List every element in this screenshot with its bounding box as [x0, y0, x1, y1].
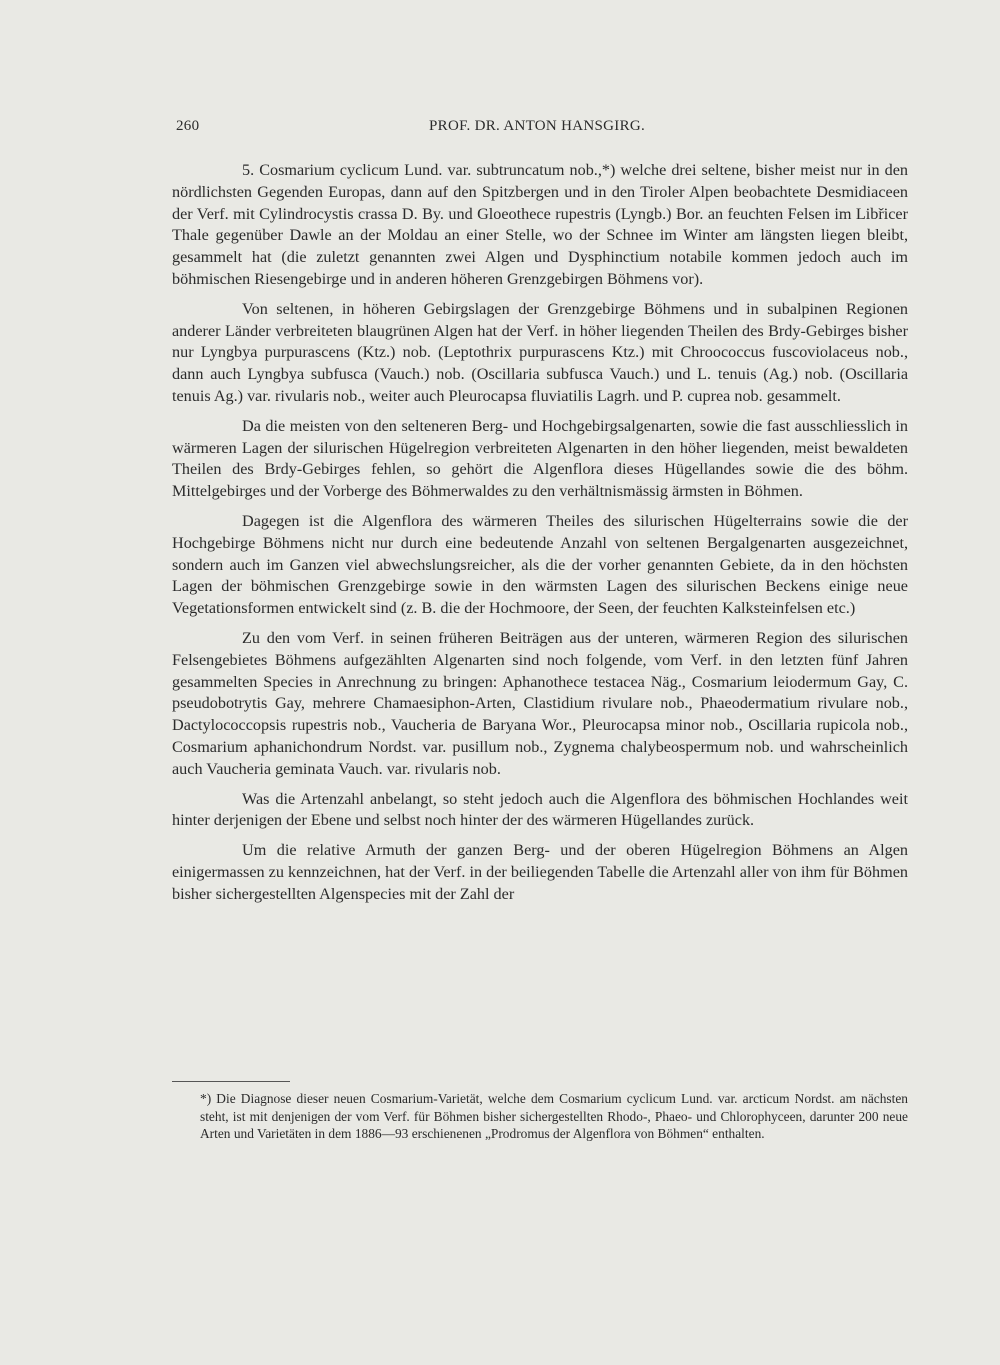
paragraph: Dagegen ist die Algenflora des wärmeren Theiles des silurischen Hügelterrains sowie die der Hochgebirge Böhmens nicht nur durch eine bedeutende Anzahl von seltenen Bergalgenarten ausgezeichnet, sondern auch im Ganzen viel abwechslungsreicher, als die der vorher genannten Gebiete, da in den höchsten Lagen der böhmischen Grenzgebirge sowie in den wärmsten Lagen des silurischen Beckens einige neue Vegetationsformen entwickelt sind (z. B. die der Hochmoore, der Seen, der feuchten Kalksteinfelsen etc.): [172, 511, 908, 618]
page-header: [176, 118, 900, 142]
paragraph: Zu den vom Verf. in seinen früheren Beiträgen aus der unteren, wärmeren Region des silurischen Felsengebietes Böhmens aufgezählten Algenarten sind noch folgende, vom Verf. in den letzten fünf Jahren gesammelten Species in Anrechnung zu bringen: Aphanothece testacea Näg., Cosmarium leiodermum Gay, C. pseudobotrytis Gay, mehrere Chamaesiphon-Arten, Clastidium rivulare nob., Phaeodermatium rivulare nob., Dactylococcopsis rupestris nob., Vaucheria de Baryana Wor., Pleurocapsa minor nob., Oscillaria rupicola nob., Cosmarium aphanichondrum Nordst. var. pusillum nob., Zygnema chalybeospermum nob. und wahrscheinlich auch Vaucheria geminata Vauch. var. rivularis nob.: [172, 628, 908, 778]
running-title: PROF. DR. ANTON HANSGIRG.: [429, 118, 646, 134]
paragraph: Von seltenen, in höheren Gebirgslagen der Grenzgebirge Böhmens und in subalpinen Regionen anderer Länder verbreiteten blaugrünen Algen hat der Verf. in höher liegenden Theilen des Brdy-Gebirges bisher nur Lyngbya purpurascens (Ktz.) nob. (Leptothrix purpurascens Ktz.) mit Chroococcus fuscoviolaceus nob., dann auch Lyngbya subfusca (Vauch.) nob. (Oscillaria subfusca Vauch.) und L. tenuis (Ag.) nob. (Oscillaria tenuis Ag.) var. rivularis nob., weiter auch Pleurocapsa fluviatilis Lagrh. und P. cuprea nob. gesammelt.: [172, 299, 908, 405]
page-number: 260: [176, 118, 200, 134]
footnote-divider: [172, 1081, 290, 1082]
paragraph: 5. Cosmarium cyclicum Lund. var. subtruncatum nob.,*) welche drei seltene, bisher meist nur in den nördlichsten Gegenden Europas, dann auf den Spitzbergen und in den Tiroler Alpen beobachtete Desmidiaceen der Verf. mit Cylindrocystis crassa D. By. und Gloeothece rupestris (Lyngb.) Bor. an feuchten Felsen im Libřicer Thale gegenüber Dawle an der Moldau an einer Stelle, wo der Schnee im Winter am längsten liegen bleibt, gesammelt hat (die zuletzt genannten zwei Algen und Dysphinctium notabile kommen jedoch auch im böhmischen Riesengebirge und in anderen höheren Grenzgebirgen Böhmens vor).: [172, 161, 908, 288]
footnote: *) Die Diagnose dieser neuen Cosmarium-Varietät, welche dem Cosmarium cyclicum Lund. var. arcticum Nordst. am nächsten steht, ist mit denjenigen der vom Verf. für Böhmen bisher sichergestellten Rhodo-, Phaeo- und Chlorophyceen, darunter 200 neue Arten und Varietäten in dem 1886—93 erschienenen „Prodromus der Algenflora von Böhmen“ enthalten.: [200, 1091, 908, 1142]
paragraph: Was die Artenzahl anbelangt, so steht jedoch auch die Algenflora des böhmischen Hochlandes weit hinter derjenigen der Ebene und selbst noch hinter der des wärmeren Hügellandes zurück.: [172, 789, 908, 830]
body-text: [172, 160, 908, 914]
paragraph: Da die meisten von den selteneren Berg- und Hochgebirgsalgenarten, sowie die fast ausschliesslich in wärmeren Lagen der silurischen Hügelregion verbreiteten Algenarten in den höher liegenden, meist bewaldeten Theilen des Brdy-Gebirges fehlen, so gehört die Algenflora dieses Hügellandes sowie die des böhm. Mittelgebirges und der Vorberge des Böhmerwaldes zu den verhältnismässig ärmsten in Böhmen.: [172, 416, 908, 501]
paragraph: Um die relative Armuth der ganzen Berg- und der oberen Hügelregion Böhmens an Algen einigermassen zu kennzeichnen, hat der Verf. in der beiliegenden Tabelle die Artenzahl aller von ihm für Böhmen bisher sichergestellten Algenspecies mit der Zahl der: [172, 841, 908, 903]
